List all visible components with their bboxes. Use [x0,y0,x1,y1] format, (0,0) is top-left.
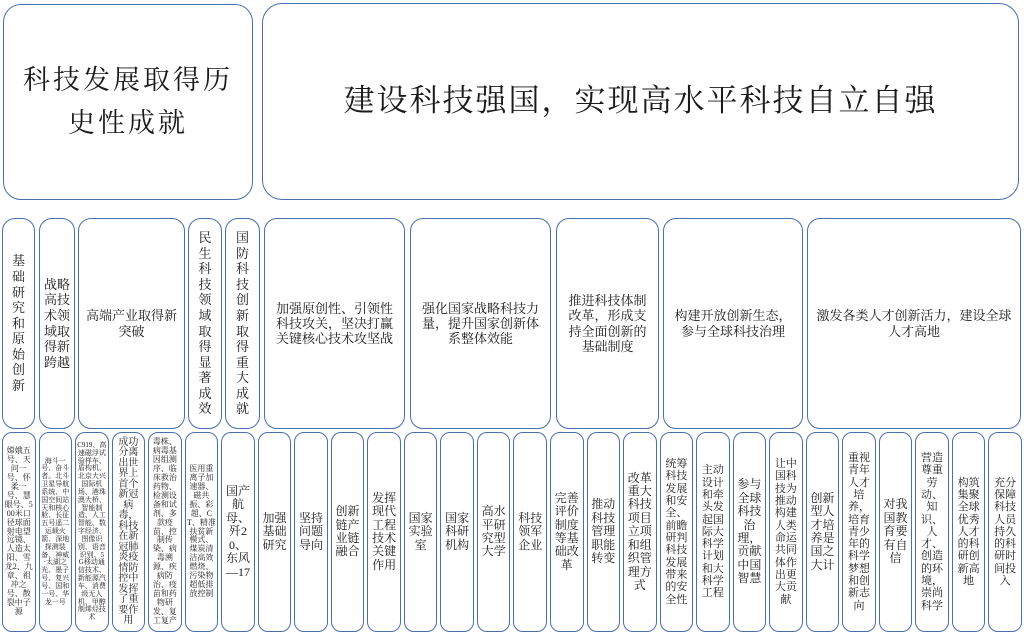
bottom-box-security-planning: 统筹科技发展和安全、前瞻研判科技发展带来的安全性 [660,432,694,632]
bottom-box-c919-maglev: C919、高速磁浮试验样车、盾构机、北京大兴国际机场、港珠澳大桥、智能制造、人工智能、数字经济、图像识别、语音识别、5G移动通信技术、新能源汽车、消费级无人机、甲醇制烯烃技术 [75,432,109,632]
middle-box-basic-research: 基础研究和原始创新 [2,218,35,429]
bottom-box-defense-hardware: 国产航母、歼20、东风—17 [221,432,255,632]
middle-box-open-ecosystem: 构建开放创新生态，参与全球科技治理 [663,218,803,429]
bottom-box-problem-oriented: 坚持问题导向 [294,432,328,632]
bottom-box-community-contribution: 让中国科技为推动构建人类命运共同体作出更大贡献 [769,432,803,632]
bottom-box-big-science-programs: 主动设计和牵头发起国际大科学计划和大科学工程 [696,432,730,632]
bottom-box-research-institutes: 国家科研机构 [440,432,474,632]
bottom-box-covid-role: 成功分离出世界上首个新冠病毒，科技在新冠肺炎疫情防控中发挥了重要作用 [112,432,146,632]
middle-box-system-reform: 推进科技体制改革，形成支持全面创新的基础制度 [556,218,659,429]
bottom-box-project-organization: 改革重大科技项目立项和组织管理方式 [623,432,657,632]
middle-box-key-tech-breakthrough: 加强原创性、引领性科技攻关，坚决打赢关键核心技术攻坚战 [264,218,405,429]
bottom-box-management-transform: 推动科技管理职能转变 [587,432,621,632]
bottom-box-national-labs: 国家实验室 [404,432,438,632]
bottom-box-evaluation-reform: 完善评价制度等基础改革 [550,432,584,632]
bottom-box-youth-talent: 重视青年人才培养，培育青少年的科学梦想和创新志向 [842,432,876,632]
middle-box-strategic-hightech: 战略高技术领域取得新跨越 [39,218,75,429]
bottom-row [2,432,1022,632]
bottom-box-leading-enterprises: 科技领军企业 [513,432,547,632]
bottom-box-medical-equipment: 医用重离子加速器、磁共振、彩超、CT、精准扶贫新模式、煤炭清洁高效燃烧、污染物超低排放控制 [185,432,219,632]
bottom-box-respect-environment: 营造尊重劳动、知识、人才、创造的环境，崇尚科学 [915,432,949,632]
middle-box-defense-tech: 国防科技创新取得重大成就 [225,218,260,429]
bottom-box-beidou-spacestation: 海斗一号、奋斗者。北斗卫星导航系统、中国空间站天和核心舱、长征五号遥二运载火箭、深地探测装备、神威·太湖之光、墨子号、复兴号、国和一号、华龙一号 [39,432,73,632]
historic-achievements-title-box: 科技发展取得历史性成就 [3,4,253,200]
main-title-box: 建设科技强国，实现高水平科技自立自强 [262,3,1019,200]
bottom-box-lunar-missions: 嫦娥五号、天问一号、怀柔一号、慧眼号、500米口径球面射电望远镜、人造太阳、雪龙2、九章、祖冲之号、散裂中子源 [2,432,36,632]
bottom-box-strengthen-basic-research: 加强基础研究 [258,432,292,632]
bottom-box-chain-integration: 创新链产业链融合 [331,432,365,632]
bottom-box-talent-cultivation: 创新型人才培养是国之大计 [806,432,840,632]
middle-box-strategic-forces: 强化国家战略科技力量，提升国家创新体系整体效能 [410,218,551,429]
middle-box-highend-industry: 高端产业取得新突破 [78,218,185,429]
bottom-box-research-time: 充分保障科技人员持久的科研时间投入 [988,432,1022,632]
bottom-box-global-governance: 参与全球科技治理，贡献中国智慧 [733,432,767,632]
bottom-box-research-universities: 高水平研究型大学 [477,432,511,632]
bottom-box-talent-highland: 构筑集聚全球优秀人才的科研创新高地 [952,432,986,632]
bottom-box-education-confidence: 对我国教育要有自信 [879,432,913,632]
bottom-box-engineering-tech: 发挥现代工程技术关键作用 [367,432,401,632]
bottom-box-covid-research: 毒株、病毒基因组测序、临床救治药物、检测设备和试剂、多款疫苗、控制传染、病毒溯源、疾病防治、疫苗和药物研发、复工复产 [148,432,182,632]
middle-box-livelihood-tech: 民生科技领域取得显著成效 [188,218,222,429]
middle-box-talent-vitality: 激发各类人才创新活力，建设全球人才高地 [807,218,1021,429]
